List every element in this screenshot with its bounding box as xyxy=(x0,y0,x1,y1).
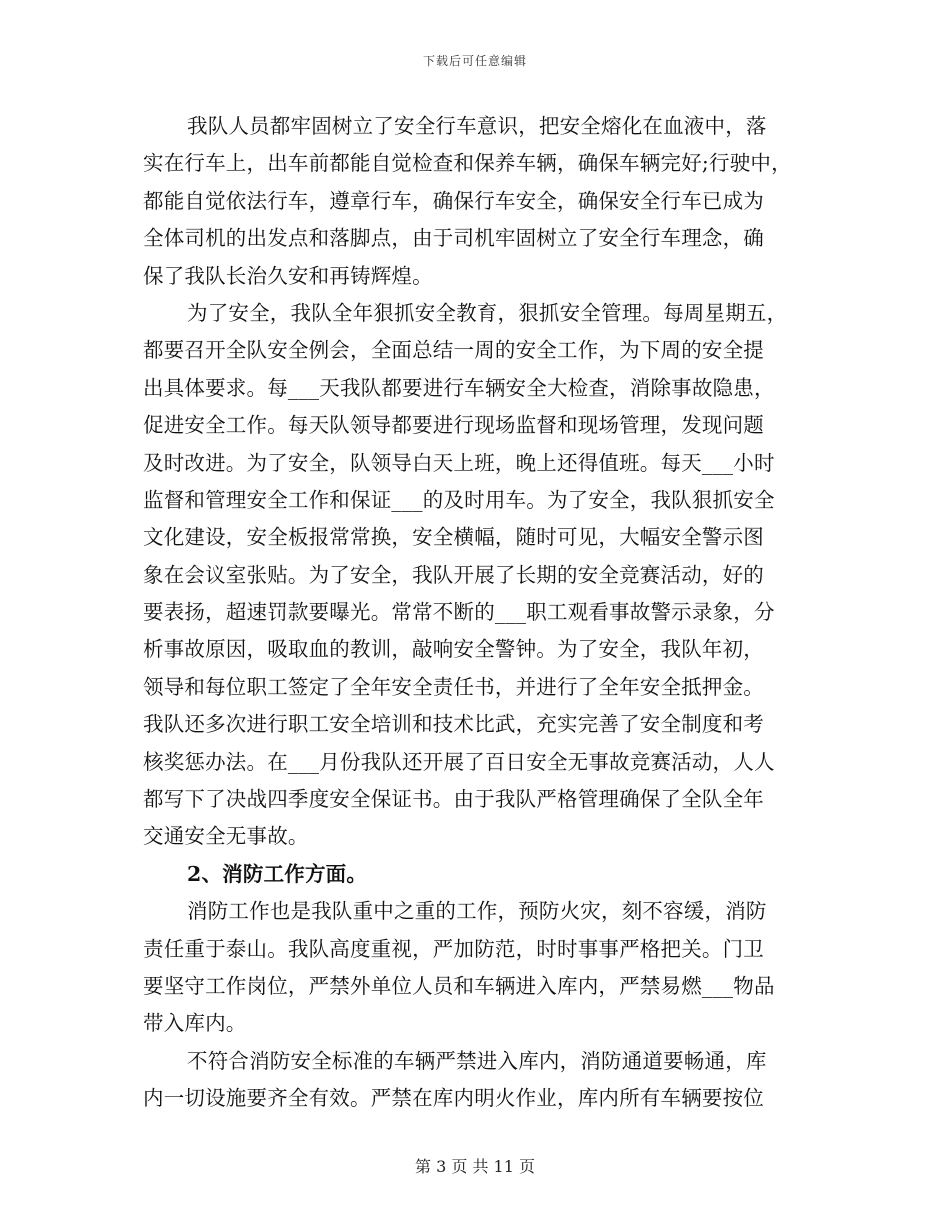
text-line: 带入库内。 xyxy=(143,1011,247,1036)
page-header: 下载后可任意编辑 xyxy=(422,54,527,68)
text-line: 领导和每位职工签定了全年安全责任书，并进行了全年安全抵押金。 xyxy=(143,674,764,699)
text-line: 交通安全无事故。 xyxy=(143,824,309,849)
section-heading: 2、消防工作方面。 xyxy=(187,861,368,886)
text-line: 监督和管理安全工作和保证___的及时用车。为了安全，我队狠抓安全 xyxy=(143,487,775,512)
text-line: 为了安全，我队全年狠抓安全教育，狠抓安全管理。每周星期五， xyxy=(187,300,788,325)
text-line: 我队还多次进行职工安全培训和技术比武，充实完善了安全制度和考 xyxy=(143,712,764,737)
text-line: 我队人员都牢固树立了安全行车意识，把安全熔化在血液中，落 xyxy=(187,114,767,138)
text-line: 内一切设施要齐全有效。严禁在库内明火作业，库内所有车辆要按位 xyxy=(143,1086,764,1111)
text-line: 都写下了决战四季度安全保证书。由于我队严格管理确保了全队全年 xyxy=(143,787,764,812)
text-line: 文化建设，安全板报常常换，安全横幅，随时可见，大幅安全警示图 xyxy=(143,525,764,550)
text-line: 全体司机的出发点和落脚点，由于司机牢固树立了安全行车理念，确 xyxy=(143,226,764,251)
text-line: 责任重于泰山。我队高度重视，严加防范，时时事事严格把关。门卫 xyxy=(143,936,764,961)
text-line: 都能自觉依法行车，遵章行车，确保行车安全，确保安全行车已成为 xyxy=(143,188,764,213)
text-line: 核奖惩办法。在___月份我队还开展了百日安全无事故竞赛活动，人人 xyxy=(143,749,775,774)
text-line: 促进安全工作。每天队领导都要进行现场监督和现场管理，发现问题 xyxy=(143,413,764,438)
page-footer: 第 3 页 共 11 页 xyxy=(415,1157,535,1176)
text-line: 析事故原因，吸取血的教训，敲响安全警钟。为了安全，我队年初， xyxy=(143,637,764,662)
text-line: 都要召开全队安全例会，全面总结一周的安全工作，为下周的安全提 xyxy=(143,338,764,363)
text-line: 象在会议室张贴。为了安全，我队开展了长期的安全竞赛活动，好的 xyxy=(143,562,764,587)
text-line: 及时改进。为了安全，队领导白天上班，晚上还得值班。每天___小时 xyxy=(143,450,775,475)
text-line: 不符合消防安全标准的车辆严禁进入库内，消防通道要畅通，库 xyxy=(187,1048,767,1073)
text-line: 消防工作也是我队重中之重的工作，预防火灾，刻不容缓，消防 xyxy=(187,899,767,924)
text-line: 要坚守工作岗位，严禁外单位人员和车辆进入库内，严禁易燃___物品 xyxy=(143,973,775,998)
text-line: 实在行车上，出车前都能自觉检查和保养车辆，确保车辆完好;行驶中， xyxy=(143,151,792,176)
text-line: 要表扬，超速罚款要曝光。常常不断的___职工观看事故警示录象，分 xyxy=(143,600,775,625)
text-line: 保了我队长治久安和再铸辉煌。 xyxy=(143,263,433,288)
document-body xyxy=(143,108,815,1118)
text-line: 出具体要求。每___天我队都要进行车辆安全大检查，消除事故隐患， xyxy=(143,375,775,400)
